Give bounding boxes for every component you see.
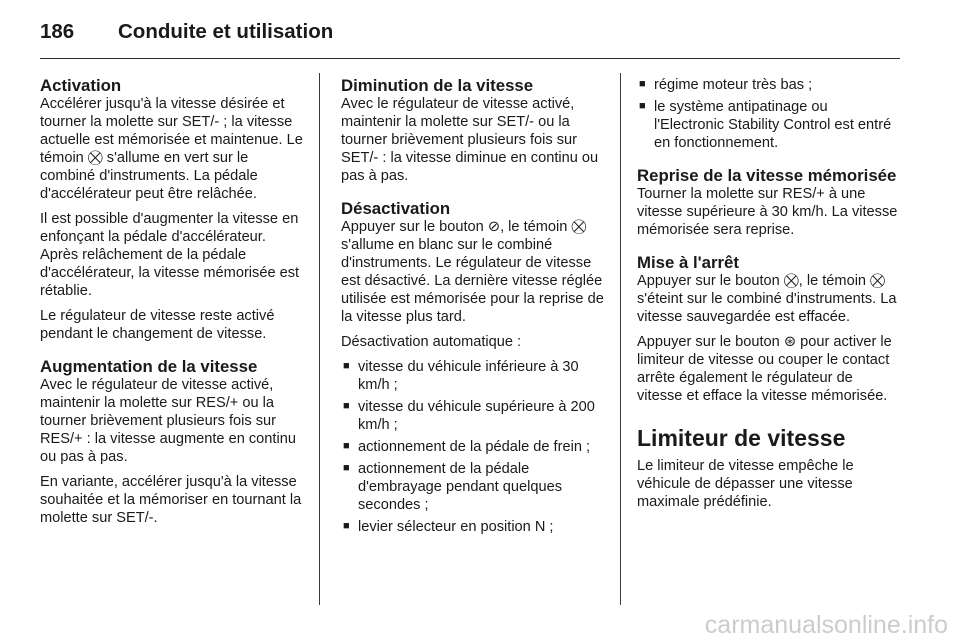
paragraph: Avec le régulateur de vitesse activé, maintenir la molette sur RES/+ ou la tourner brièvement plusieurs fois sur RES/+ : la vitesse augmente en continu ou pas à pas. <box>40 377 296 465</box>
list-item: ■ le système antipatinage ou l'Electronic Stability Control est entré en fonctionnement. <box>637 98 899 152</box>
heading-diminution: Diminution de la vitesse <box>341 76 534 95</box>
heading-activation: Activation <box>40 76 122 95</box>
list-item: ■ vitesse du véhicule inférieure à 30 km/h ; <box>341 358 607 394</box>
paragraph: Le régulateur de vitesse reste activé pendant le changement de vitesse. <box>40 308 275 342</box>
heading-reprise: Reprise de la vitesse mémorisée <box>637 166 897 185</box>
column-divider <box>319 73 320 605</box>
watermark: carmanualsonline.info <box>704 611 948 639</box>
paragraph: Désactivation automatique : <box>341 334 522 350</box>
list-item: ■ régime moteur très bas ; <box>637 76 899 94</box>
page-number: 186 <box>40 20 75 43</box>
column-divider <box>620 73 621 605</box>
heading-limiteur: Limiteur de vitesse <box>637 425 846 451</box>
paragraph: Appuyer sur le bouton ⊛ pour activer le limiteur de vitesse ou couper le contact arrête également le régulateur de vitesse et efface la vitesse mémorisée. <box>637 334 892 404</box>
section-desactivation <box>341 199 607 536</box>
section-limiteur <box>637 425 899 511</box>
auto-deactivation-list-continued <box>637 76 899 152</box>
heading-arret: Mise à l'arrêt <box>637 253 739 272</box>
list-item: ■ vitesse du véhicule supérieure à 200 km/h ; <box>341 398 607 434</box>
heading-desactivation: Désactivation <box>341 199 451 218</box>
page-title: Conduite et utilisation <box>118 20 334 43</box>
section-continued-list <box>637 76 899 152</box>
header-rule <box>40 58 900 59</box>
heading-augmentation: Augmentation de la vitesse <box>40 357 258 376</box>
paragraph: Il est possible d'augmenter la vitesse en enfonçant la pédale d'accélérateur. Après relâchement de la pédale d'accélérateur, la vitesse mémorisée est rétablie. <box>40 211 300 299</box>
paragraph: Avec le régulateur de vitesse activé, maintenir la molette sur SET/- ou la tourner brièvement plusieurs fois sur SET/- : la vitesse diminue en continu ou pas à pas. <box>341 96 599 184</box>
section-diminution <box>341 76 607 185</box>
column-2 <box>341 76 607 550</box>
auto-deactivation-list <box>341 358 607 536</box>
paragraph: En variante, accélérer jusqu'à la vitesse souhaitée et la mémoriser en tournant la molette sur SET/-. <box>40 474 302 526</box>
paragraph: Appuyer sur le bouton ⛒, le témoin ⛒ s'éteint sur le combiné d'instruments. La vitesse sauvegardée est effacée. <box>637 273 897 325</box>
list-item: ■ actionnement de la pédale d'embrayage pendant quelques secondes ; <box>341 460 607 514</box>
list-item: ■ actionnement de la pédale de frein ; <box>341 438 607 456</box>
section-arret <box>637 253 899 405</box>
column-3 <box>637 76 899 518</box>
section-augmentation <box>40 357 306 527</box>
paragraph: Tourner la molette sur RES/+ à une vitesse supérieure à 30 km/h. La vitesse mémorisée sera reprise. <box>637 186 898 238</box>
list-item: ■ levier sélecteur en position N ; <box>341 518 607 536</box>
column-1 <box>40 76 306 541</box>
section-activation <box>40 76 306 343</box>
paragraph: Le limiteur de vitesse empêche le véhicule de dépasser une vitesse maximale prédéfinie. <box>637 458 854 510</box>
section-reprise <box>637 166 899 239</box>
paragraph: Accélérer jusqu'à la vitesse désirée et tourner la molette sur SET/- ; la vitesse actuelle est mémorisée et maintenue. Le témoin ⛒ s'allume en vert sur le combiné d'instruments. La pédale d'accélérateur peut être relâchée. <box>40 96 303 202</box>
paragraph: Appuyer sur le bouton ⊘, le témoin ⛒ s'allume en blanc sur le combiné d'instruments. Le régulateur de vitesse est désactivé. La dernière vitesse réglée utilisée est mémorisée pour la reprise de la vitesse plus tard. <box>341 219 604 325</box>
